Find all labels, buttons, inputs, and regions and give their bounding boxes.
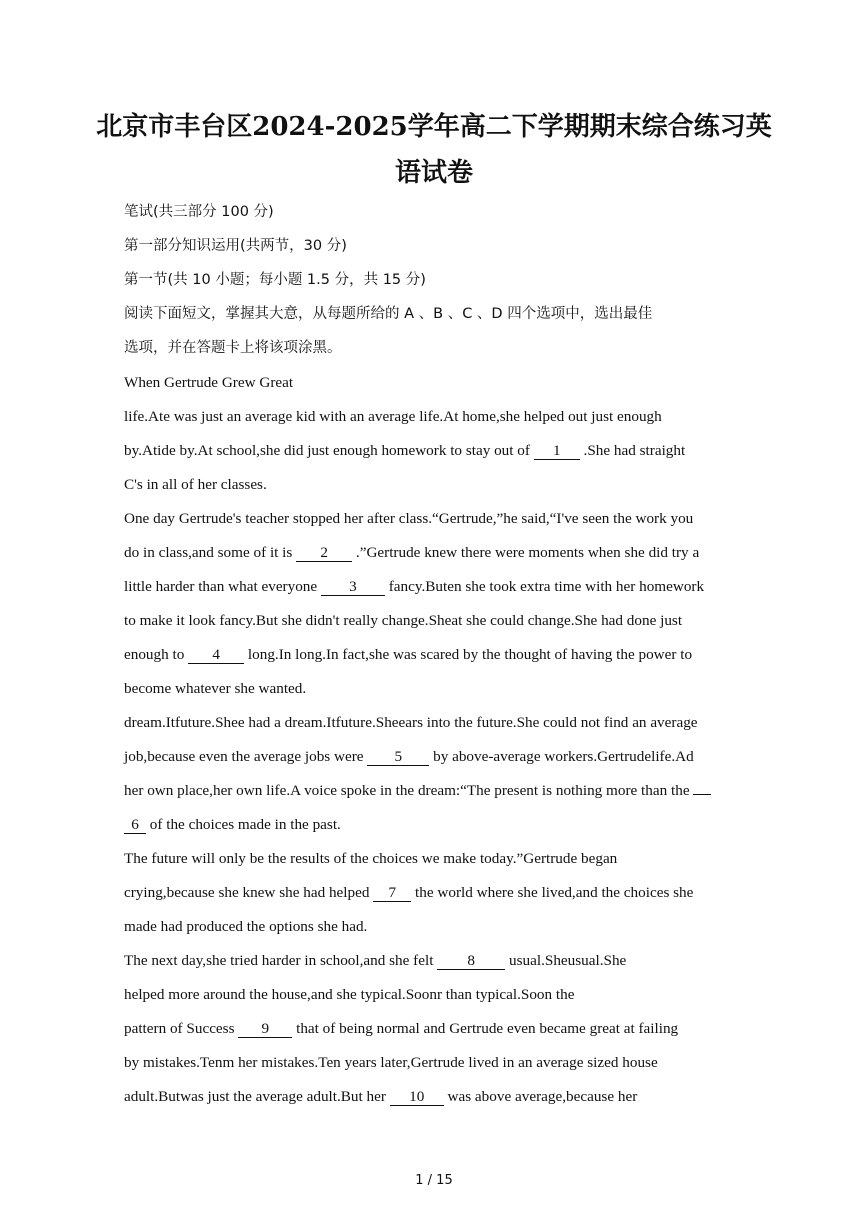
passage-line: C's in all of her classes.: [124, 476, 267, 493]
document-title-line2: 语试卷: [394, 158, 473, 188]
passage-line: One day Gertrude's teacher stopped her after class.“Gertrude,”he said,“I've seen the work you: [124, 510, 694, 527]
passage-line: life.Ate was just an average kid with an average life.At home,she helped out just enough: [124, 408, 662, 425]
passage-text: pattern of Success: [124, 1020, 235, 1037]
passage-line: to make it look fancy.But she didn't really change.Sheat she could change.She had done just: [124, 612, 683, 629]
section1-heading: 第一节(共 10 小题；每小题 1.5 分，共 15 分): [124, 272, 426, 288]
passage-line: [124, 645, 744, 665]
passage-line: [124, 747, 744, 767]
blank-5: 5: [367, 749, 429, 766]
passage-text: job,because even the average jobs were: [124, 748, 364, 765]
passage-text: of the choices made in the past.: [149, 816, 341, 833]
passage-text: was above average,because her: [447, 1088, 638, 1105]
passage-text: .”Gertrude knew there were moments when she did try a: [355, 544, 700, 561]
passage-text: little harder than what everyone: [124, 578, 318, 595]
passage-text: fancy.Buten she took extra time with her homework: [388, 578, 705, 595]
passage-line: [124, 543, 744, 563]
passage-line: [124, 883, 744, 903]
passage-line: [124, 1019, 744, 1039]
passage-line: [124, 781, 744, 801]
passage-line: [124, 1087, 744, 1107]
passage-text: .She had straight: [583, 442, 686, 459]
blank-4: 4: [188, 647, 244, 664]
passage-line: The future will only be the results of the choices we make today.”Gertrude began: [124, 850, 618, 867]
passage-text: crying,because she knew she had helped: [124, 884, 370, 901]
passage-text: long.In long.In fact,she was scared by the thought of having the power to: [247, 646, 693, 663]
passage-line: [124, 577, 744, 597]
blank-6: 6: [124, 817, 146, 834]
blank-3: 3: [321, 579, 385, 596]
blank-1: 1: [534, 443, 580, 460]
passage-line: [124, 815, 744, 835]
page-number: 1 / 15: [415, 1173, 453, 1188]
blank-2: 2: [296, 545, 352, 562]
passage-text: The next day,she tried harder in school,and she felt: [124, 952, 434, 969]
passage-line: become whatever she wanted.: [124, 680, 307, 697]
document-title-line1: 北京市丰台区2024-2025学年高二下学期期末综合练习英: [96, 112, 772, 142]
blank-6-start: [693, 794, 711, 795]
passage-line: helped more around the house,and she typical.Soonr than typical.Soon the: [124, 986, 575, 1003]
passage-line: [124, 951, 744, 971]
passage-text: her own place,her own life.A voice spoke in the dream:“The present is nothing more than the: [124, 782, 690, 799]
blank-7: 7: [373, 885, 411, 902]
passage-line: by mistakes.Tenm her mistakes.Ten years later,Gertrude lived in an average sized house: [124, 1054, 658, 1071]
passage-text: usual.Sheusual.She: [509, 952, 627, 969]
passage-heading: When Gertrude Grew Great: [124, 374, 294, 391]
instruction-line1: 阅读下面短文，掌握其大意，从每题所给的 A 、B 、C 、D 四个选项中，选出最佳: [124, 306, 653, 322]
passage-line: dream.Itfuture.Shee had a dream.Itfuture.Sheears into the future.She could not find an average: [124, 714, 698, 731]
passage-text: that of being normal and Gertrude even became great at failing: [296, 1020, 679, 1037]
passage-line: made had produced the options she had.: [124, 918, 368, 935]
written-test-note: 笔试(共三部分 100 分): [124, 204, 274, 220]
passage-text: do in class,and some of it is: [124, 544, 293, 561]
passage-text: the world where she lived,and the choices she: [415, 884, 694, 901]
instruction-line2: 选项，并在答题卡上将该项涂黑。: [124, 340, 342, 356]
passage-line: [124, 441, 744, 461]
blank-10: 10: [390, 1089, 444, 1106]
passage-text: by.Atide by.At school,she did just enough homework to stay out of: [124, 442, 530, 459]
passage-text: enough to: [124, 646, 185, 663]
passage-text: adult.Butwas just the average adult.But her: [124, 1088, 386, 1105]
part1-heading: 第一部分知识运用(共两节，30 分): [124, 238, 347, 254]
blank-9: 9: [238, 1021, 292, 1038]
blank-8: 8: [437, 953, 505, 970]
passage-text: by above-average workers.Gertrudelife.Ad: [433, 748, 694, 765]
